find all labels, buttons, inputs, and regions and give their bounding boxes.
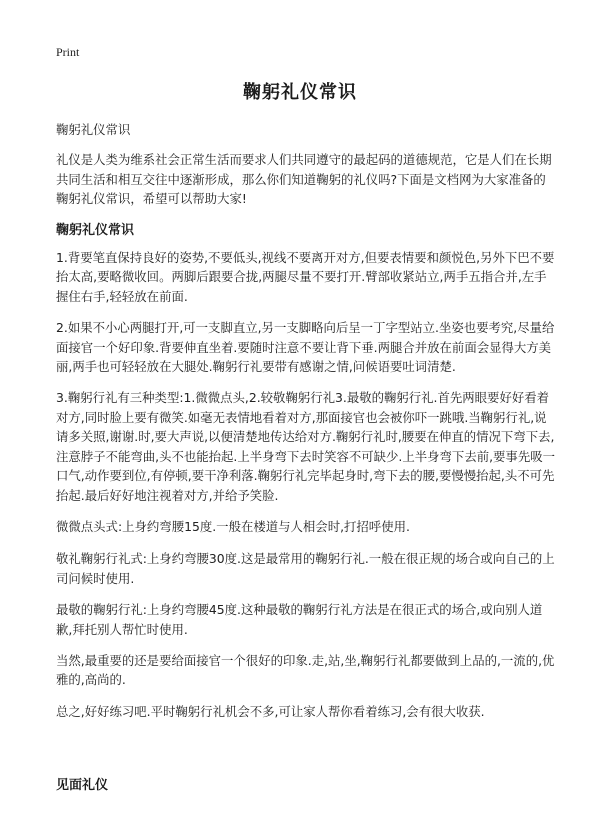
- paragraph-6: 最敬的鞠躬行礼:上身约弯腰45度.这种最敬的鞠躬行礼方法是在很正式的场合,或向别人道歉,拜托别人帮忙时使用.: [56, 602, 543, 637]
- print-link[interactable]: Print: [56, 45, 80, 59]
- paragraph-8: 总之,好好练习吧.平时鞠躬行礼机会不多,可让家人帮你看着练习,会有很大收获.: [56, 703, 485, 719]
- document-body: [56, 120, 556, 733]
- paragraph-1: 1.背要笔直保持良好的姿势,不要低头,视线不要离开对方,但要表情要和颜悦色,另外下巴不要抬太高,要略微收回。两脚后跟要合拢,两腿尽量不要打开.臂部收紧站立,两手五指合并,左手握住右手,轻轻放在前面.: [56, 250, 555, 304]
- document-subtitle: 鞠躬礼仪常识: [56, 122, 131, 137]
- paragraph-5: 敬礼鞠躬行礼式:上身约弯腰30度.这是最常用的鞠躬行礼.一般在很正规的场合或向自己的上司问候时使用.: [56, 551, 555, 586]
- section-heading-bowing-etiquette: 鞠躬礼仪常识: [56, 222, 135, 238]
- paragraph-3: 3.鞠躬行礼有三种类型:1.微微点头,2.较敬鞠躬行礼3.最敬的鞠躬行礼.首先两眼要好好看着对方,同时脸上要有微笑.如毫无表情地看着对方,那面接官也会被你吓一跳哦.当鞠躬行礼,说请多关照,谢谢.时,要大声说,以便清楚地传达给对方.鞠躬行礼时,腰要在伸直的情况下弯下去,注意脖子不能弯曲,头不也能抬起.上半身弯下去时笑容不可缺少.上半身弯下去前,要事先吸一口气,动作要到位,有停顿,要干净利落.鞠躬行礼完毕起身时,弯下去的腰,要慢慢抬起,头不可先抬起.最后好好地注视着对方,并给予笑脸.: [56, 390, 555, 503]
- paragraph-7: 当然,最重要的还是要给面接官一个很好的印象.走,站,坐,鞠躬行礼都要做到上品的,一流的,优雅的,高尚的.: [56, 652, 555, 688]
- intro-paragraph: 礼仪是人类为维系社会正常生活而要求人们共同遵守的最起码的道德规范，它是人们在长期共同生活和相互交往中逐渐形成，那么你们知道鞠躬的礼仪吗?下面是文档网为大家准备的鞠躬礼仪常识，希望可以帮助大家!: [56, 152, 552, 207]
- document-title: 鞠躬礼仪常识: [243, 82, 357, 103]
- section-heading-meeting-etiquette: 见面礼仪: [56, 778, 109, 793]
- paragraph-4: 微微点头式:上身约弯腰15度.一般在楼道与人相会时,打招呼使用.: [56, 518, 410, 534]
- paragraph-2: 2.如果不小心两腿打开,可一支脚直立,另一支脚略向后呈一丁字型站立.坐姿也要考究,尽量给面接官一个好印象.背要伸直坐着.要随时注意不要让背下垂.两腿合并放在前面会显得大方美丽,两手也可轻轻放在大腿处.鞠躬行礼要带有感谢之情,问候语要吐词清楚.: [56, 320, 555, 375]
